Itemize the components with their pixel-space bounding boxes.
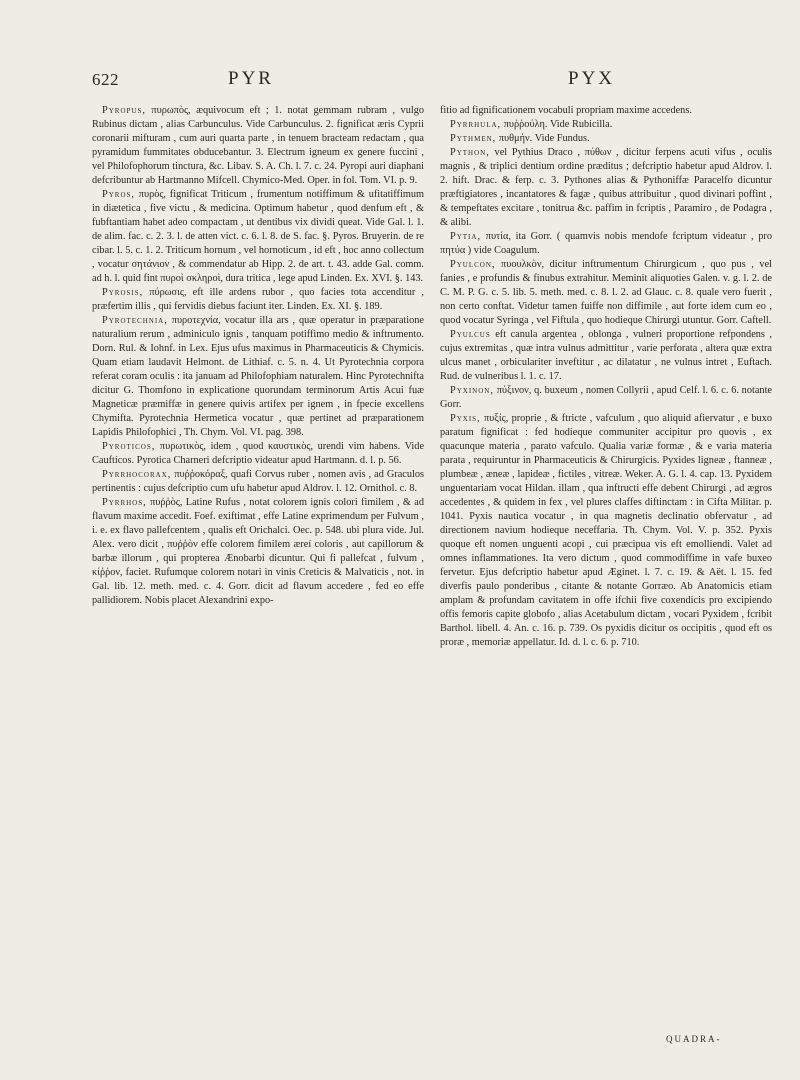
entry-headword: Pyulcus (450, 329, 491, 340)
entry-text: πυξίς, proprie , & ftricte , vafculum , quo aliquid afiervatur , e buxo paratum fignificat : fed hodieque communiter accipitur pro quovis , ex quacunque materia , parato vafculo. Qualia variæ formæ , & e varia materia parata , requiruntur in Pharmaceuticis & Chirurgicis. Pyxides ligneæ , ftanneæ , plumbeæ , æneæ , lapideæ , fictiles , vitreæ. Weker. A. G. l. 4. cap. 13. Pyxidem unguentariam vocat Hildan. illam , qua inftructi effe debent Chirurgi , ad ægros accedentes , & quidem in fex , vel plures claffes diftinctam : in Cifta Militar. p. 1041. Pyxis nautica vocatur , in qua magnetis declinatio obfervatur , ad directionem navium hodieque neceffaria. Th. Chym. Vol. V. p. 352. Pyxis quoque eft nomen unguenti acopi , cui præcipua vis eft emolliendi. Valet ad omnes inflammationes. Ita vero dictum , quod commodiffime in vafe buxeo fervetur. Ejus defcriptio habetur apud Æginet. l. 7. c. 19. & Aët. l. 15. fed diverfis paulo ponderibus , citante & notante Gorræo. Ab Anatomicis etiam amplam & profundam cavitatem in offe ifchii five coxendicis pro excipiendo offis femoris capite globofo , alias Acetabulum dictam , vocari Pyxidem , fcribit Barthol. libell. 4. An. c. 16. p. 739. Os pyxidis dicitur os occipitis , quod eft os proræ , memoriæ appellatur. Id. d. l. c. 6. p. 710. (440, 413, 772, 648)
entry-text: πυῤῥούλη. Vide Rubicilla. (503, 119, 613, 130)
entry-headword: Pyrrhocorax, (102, 469, 172, 480)
running-head-right: PYX (568, 68, 616, 89)
entry-text: πυρωπὸς, æquivocum eft ; 1. notat gemmam rubram , vulgo Rubinus dictam , alias Carbunculus. Vide Carbunculus. 2. fignificat æris Cyprii coronarii mifturam , cum auri quarta parte , in tenuem bracteam redactam , qua pyramidum fummitates obducebantur. 3. Electrum igneum ex genere fuccini , vel Philofophorum tinctura, &c. Libav. S. A. Ch. l. 7. c. 24. Pyropi auri diaphani defcribuntur ab Hartmanno Mifcell. Chymico-Med. Oper. in fol. Tom. VI. p. 9. (92, 105, 425, 186)
right-column (440, 104, 772, 650)
entry-text: eft canula argentea , oblonga , vulneri proportione refpondens , cujus extremitas , quæ intra vulnus admittitur , varie perforata , altera quæ extra ulcus manet , orbiculariter inveftitur , ac dilatatur , ne vulnus intret , Euftach. Rud. de vulneribus l. 1. c. 17. (440, 329, 772, 382)
catchword: QUADRA- (666, 1034, 722, 1044)
dictionary-entry-continued (440, 104, 772, 118)
dictionary-entry (440, 132, 772, 146)
entry-text: πυῤῥοκόραξ, quafi Corvus ruber , nomen avis , ad Graculos pertinentis : cujus defcriptio cum ufu habetur apud Aldrov. l. 12. Ornithol. c. 8. (92, 469, 425, 494)
entry-text: πυρὸς, fignificat Triticum , frumentum notiffimum & ufitatiffimum in diætetica , five victu , & medicina. Optimum habetur , quod denfum eft , & fubftantiam habet adeo compactam , ut dentibus vix dividi queat. Vide Gal. l. 1. de alim. fac. c. 2. 3. l. de atten vict. c. 6. l. 8. de S. fac. §. Pyros. Bruyerin. de re cibar. l. 5. c. 1. 2. Triticum hornum , vel hornoticum , id eft , hoc anno collectum , vocatur σητάνιον , & commendatur ab Hipp. 2. de art. t. 43. adde Gal. comm. ad h. l. quid fint πυροὶ σκληροὶ, dura tritica , lege apud Linden. Ex. XVI. §. 143. (92, 189, 424, 284)
entry-text: πύρωσις, eft ille ardens rubor , quo facies tota accenditur , præfertim illis , qui fervidis diebus faciunt iter. Linden. Ex. XI. §. 189. (92, 287, 424, 312)
entry-text: πυροτεχνία, vocatur illa ars , quæ operatur in præparatione naturalium rerum , adminiculo ignis , tanquam potiffimo medio & inftrumento. Dorn. Rul. & Iohnf. in Lex. Ejus ufus maximus in Pharmaceuticis & Chymicis. Quam etiam laudavit Helmont. de Lithiaf. c. 5. n. 4. Ut Pyrotechnia corpora referat coram oculis : ita januam ad Philofophiam naturalem. Hinc Pyrotechnifta dicitur G. Thomfono in explicatione quorundam terminorum Artis Acui fuæ Magneticæ præmiffæ in genere quivis artifex per ignem , in fpecie excellens Chymifta. Pyrotechnia Hermetica vocatur , quæ pertinet ad præparationem Lapidis Philofophici , Th. Chym. Vol. VI. pag. 398. (92, 315, 424, 438)
page-header (0, 68, 800, 96)
entry-headword: Pyroticos, (102, 441, 156, 452)
dictionary-entry (440, 230, 772, 258)
dictionary-entry (440, 384, 772, 412)
dictionary-entry (92, 440, 424, 468)
entry-headword: Pyulcon, (450, 259, 496, 270)
entry-headword: Pyrosis, (102, 287, 144, 298)
entry-headword: Pyropus, (102, 105, 146, 116)
entry-text: πύξινον, q. buxeum , nomen Collyrii , apud Celf. l. 6. c. 6. notante Gorr. (440, 385, 772, 410)
dictionary-entry (440, 412, 772, 650)
entry-text: πυθμήν. Vide Fundus. (498, 133, 590, 144)
entry-text: vel Pythius Draco , πύθων , dicitur ferpens acuti vifus , oculis magnis , & triplici dentium ordine præditus ; defcriptio habetur apud Aldrov. l. 2. hift. Drac. & ferp. c. 3. Pythones alias & Pythoniffæ Paracelfo dicuntur præftigiatores , incantatores & fagæ , quibus attribuitur , quod divinari poffint , & tempeftates excitare , tonitrua &c. paffim in fcriptis , Paramiro , de Podagra , & alibi. (440, 147, 772, 228)
dictionary-entry (440, 258, 772, 328)
entry-text: πυτία, ita Gorr. ( quamvis nobis mendofe fcriptum videatur , pro πητύα ) vide Coagulum. (440, 231, 772, 256)
left-column (92, 104, 424, 608)
entry-headword: Pyros, (102, 189, 135, 200)
entry-text: fitio ad fignificationem vocabuli propriam maxime accedens. (440, 105, 692, 116)
entry-text: πυρωτικὸς, idem , quod καυστικὸς, urendi vim habens. Vide Cauftícos. Pyrotica Charneri defcriptio videatur apud Hartmann. d. l. p. 56. (92, 441, 425, 466)
page-number: 622 (92, 70, 119, 89)
dictionary-entry (92, 188, 424, 286)
entry-headword: Pyrrhos, (102, 497, 147, 508)
entry-text: πυουλκὸν, dicitur inftrumentum Chirurgicum , quo pus , vel fanies , e profundis & finubus extrahitur. Meminit aliquoties Galen. v. g. l. 2. de C. M. P. G. c. 5. lib. 5. meth. med. c. 8. l. 2. ad Glauc. c. 8. quale vero fuerit , non certo conftat. Videtur tamen fuiffe non diffimile , aut forte idem cum eo , quod vocatur Syringa , vel Fiftula , quo hodieque Chirurgi utuntur. Gorr. Caftell. (440, 259, 772, 326)
entry-headword: Python, (450, 147, 490, 158)
dictionary-entry (440, 146, 772, 230)
dictionary-entry (92, 104, 424, 188)
entry-text: πυῤῥὸς, Latine Rufus , notat colorem ignis colori fimilem , & ad flavum maxime accedit. Foef. exiftimat , effe Latine exprimendum per Fulvum , i. e. ex flavo pallefcentem , qualis eft Orichalci. Oec. p. 548. ubi plura vide. Jul. Alex. vero dicit , πυῤῥὸν effe colorem fimilem æreí coloris , aut capillorum & barbæ illorum , qui propterea Ænobarbi dicuntur. Qui fi pallefcat , fulvum , κίῤῥον, faciet. Rufumque colorem notari in vinis Creticis & Malvaticis , not. in Gal. lib. 12. meth. med. c. 4. Gorr. dicit ad flavum accedere , fed eo effe pallidiorem. Nobis placet Alexandrini expo- (92, 497, 425, 606)
entry-headword: Pythmen, (450, 133, 497, 144)
entry-headword: Pyxinon, (450, 385, 494, 396)
running-head-left: PYR (228, 68, 274, 89)
entry-headword: Pyrrhula, (450, 119, 502, 130)
entry-headword: Pytia, (450, 231, 482, 242)
entry-headword: Pyrotechnia, (102, 315, 168, 326)
entry-headword: Pyxis, (450, 413, 481, 424)
dictionary-entry (92, 314, 424, 440)
dictionary-entry (92, 286, 424, 314)
dictionary-entry (92, 496, 424, 608)
dictionary-entry (440, 328, 772, 384)
dictionary-entry (92, 468, 424, 496)
dictionary-entry (440, 118, 772, 132)
